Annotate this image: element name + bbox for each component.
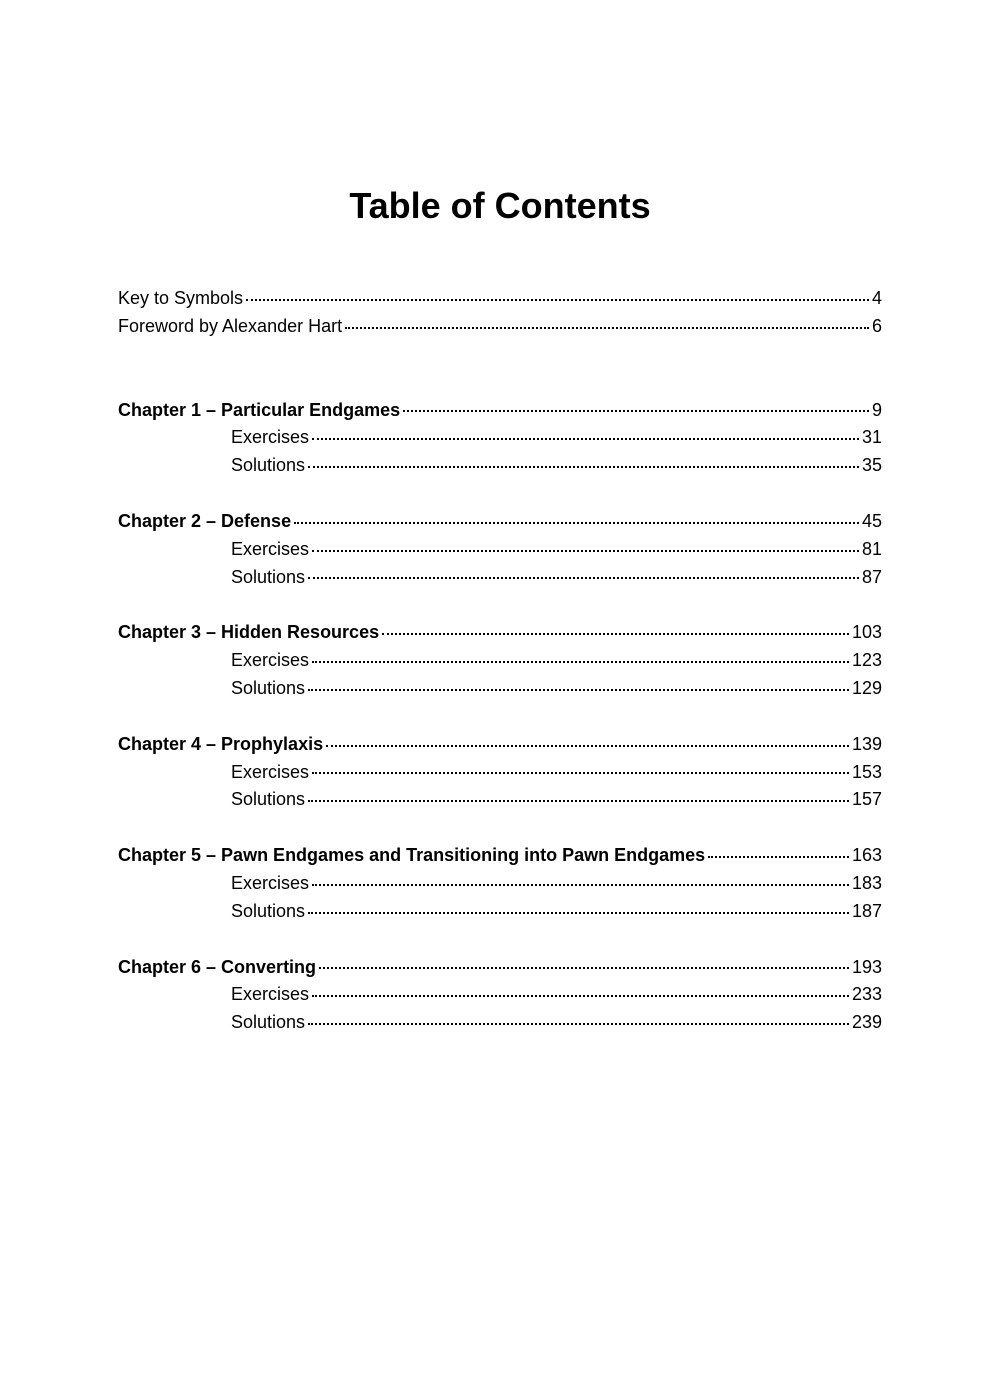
dot-leader <box>345 327 869 329</box>
chapter-prefix: Chapter 6 – <box>118 956 222 977</box>
toc-chapter-5-exercises[interactable] <box>118 870 882 898</box>
toc-chapter-label <box>118 397 400 425</box>
spacer <box>118 926 882 954</box>
dot-leader <box>403 410 869 412</box>
toc-entry-page: 157 <box>851 789 882 810</box>
dot-leader <box>312 438 859 440</box>
toc-entry-label: Foreword by Alexander Hart <box>118 315 343 336</box>
toc-entry-page: 81 <box>861 538 882 559</box>
spacer <box>118 814 882 842</box>
chapter-name: Prophylaxis <box>221 733 324 754</box>
toc-chapter-label <box>118 619 379 647</box>
toc-entry-label: Exercises <box>231 761 310 782</box>
toc-entry-label: Solutions <box>231 789 306 810</box>
toc-chapter-label <box>118 508 291 536</box>
toc-chapter-1[interactable] <box>118 397 882 425</box>
spacer <box>118 480 882 508</box>
toc-chapter-2-solutions[interactable] <box>118 564 882 592</box>
dot-leader <box>308 577 859 579</box>
toc-chapter-label <box>118 842 705 870</box>
toc-chapter-2-exercises[interactable] <box>118 536 882 564</box>
chapter-prefix: Chapter 2 – <box>118 510 222 531</box>
toc-entry-label: Solutions <box>231 1012 306 1033</box>
chapter-name: Particular Endgames <box>221 399 401 420</box>
chapter-name: Converting <box>221 956 317 977</box>
toc-chapter-3-solutions[interactable] <box>118 675 882 703</box>
toc-entry-page: 4 <box>871 288 882 308</box>
toc-chapter-4[interactable] <box>118 731 882 759</box>
chapter-prefix: Chapter 3 – <box>118 622 222 643</box>
toc-entry-page: 233 <box>851 984 882 1005</box>
toc-chapter-label <box>118 954 316 982</box>
dot-leader <box>246 299 869 301</box>
dot-leader <box>382 633 849 635</box>
toc-entry-page: 45 <box>861 510 882 531</box>
toc-chapter-5-solutions[interactable] <box>118 898 882 926</box>
toc-entry-page: 9 <box>871 399 882 420</box>
toc-entry-page: 187 <box>851 900 882 921</box>
spacer <box>118 591 882 619</box>
toc-entry-page: 129 <box>851 677 882 698</box>
toc-entry-page: 6 <box>871 315 882 336</box>
dot-leader <box>308 1023 849 1025</box>
chapter-prefix: Chapter 1 – <box>118 399 222 420</box>
toc-entry-page: 123 <box>851 650 882 671</box>
dot-leader <box>308 800 849 802</box>
dot-leader <box>708 856 849 858</box>
toc-chapter-3-exercises[interactable] <box>118 647 882 675</box>
toc-entry-foreword[interactable] <box>118 313 882 341</box>
dot-leader <box>294 522 859 524</box>
toc-chapter-2[interactable] <box>118 508 882 536</box>
dot-leader <box>326 745 849 747</box>
toc-entry-page: 103 <box>851 622 882 643</box>
toc-chapter-1-exercises[interactable] <box>118 424 882 452</box>
toc-entry-page: 87 <box>861 566 882 587</box>
toc-entry-label: Solutions <box>231 566 306 587</box>
toc-entry-page: 193 <box>851 956 882 977</box>
dot-leader <box>312 772 849 774</box>
chapter-prefix: Chapter 5 – <box>118 845 222 866</box>
toc-chapter-5[interactable] <box>118 842 882 870</box>
toc-chapter-6-exercises[interactable] <box>118 981 882 1009</box>
chapter-name: Defense <box>221 510 292 531</box>
chapter-name: Pawn Endgames and Transitioning into Pawn Endgames <box>221 845 706 866</box>
toc-entry-label: Solutions <box>231 677 306 698</box>
dot-leader <box>312 661 849 663</box>
toc-chapter-label <box>118 731 323 759</box>
chapter-name: Hidden Resources <box>221 622 380 643</box>
toc-entry-page: 35 <box>861 455 882 476</box>
toc-chapter-6[interactable] <box>118 954 882 982</box>
toc-chapter-4-solutions[interactable] <box>118 786 882 814</box>
toc-entry-label: Exercises <box>231 984 310 1005</box>
toc-entry-page: 153 <box>851 761 882 782</box>
toc-chapter-6-solutions[interactable] <box>118 1009 882 1037</box>
toc-entry-label: Exercises <box>231 872 310 893</box>
toc-entry-key-to-symbols[interactable] <box>118 285 882 313</box>
toc-chapter-3[interactable] <box>118 619 882 647</box>
toc-entry-page: 183 <box>851 872 882 893</box>
dot-leader <box>312 884 849 886</box>
toc-entry-label: Solutions <box>231 900 306 921</box>
toc-entry-page: 31 <box>861 427 882 448</box>
toc-entry-label: Exercises <box>231 650 310 671</box>
toc-chapter-4-exercises[interactable] <box>118 759 882 787</box>
spacer <box>118 703 882 731</box>
table-of-contents <box>118 285 882 1037</box>
toc-entry-label: Key to Symbols <box>118 288 244 308</box>
toc-entry-page: 239 <box>851 1012 882 1033</box>
dot-leader <box>308 912 849 914</box>
toc-chapter-1-solutions[interactable] <box>118 452 882 480</box>
spacer <box>118 341 882 397</box>
dot-leader <box>308 466 859 468</box>
toc-entry-label: Exercises <box>231 427 310 448</box>
dot-leader <box>319 967 849 969</box>
toc-entry-label: Solutions <box>231 455 306 476</box>
chapter-prefix: Chapter 4 – <box>118 733 222 754</box>
dot-leader <box>312 550 859 552</box>
toc-entry-page: 139 <box>851 733 882 754</box>
page-title: Table of Contents <box>349 185 651 226</box>
toc-entry-page: 163 <box>851 845 882 866</box>
dot-leader <box>308 689 849 691</box>
toc-entry-label: Exercises <box>231 538 310 559</box>
dot-leader <box>312 995 849 997</box>
